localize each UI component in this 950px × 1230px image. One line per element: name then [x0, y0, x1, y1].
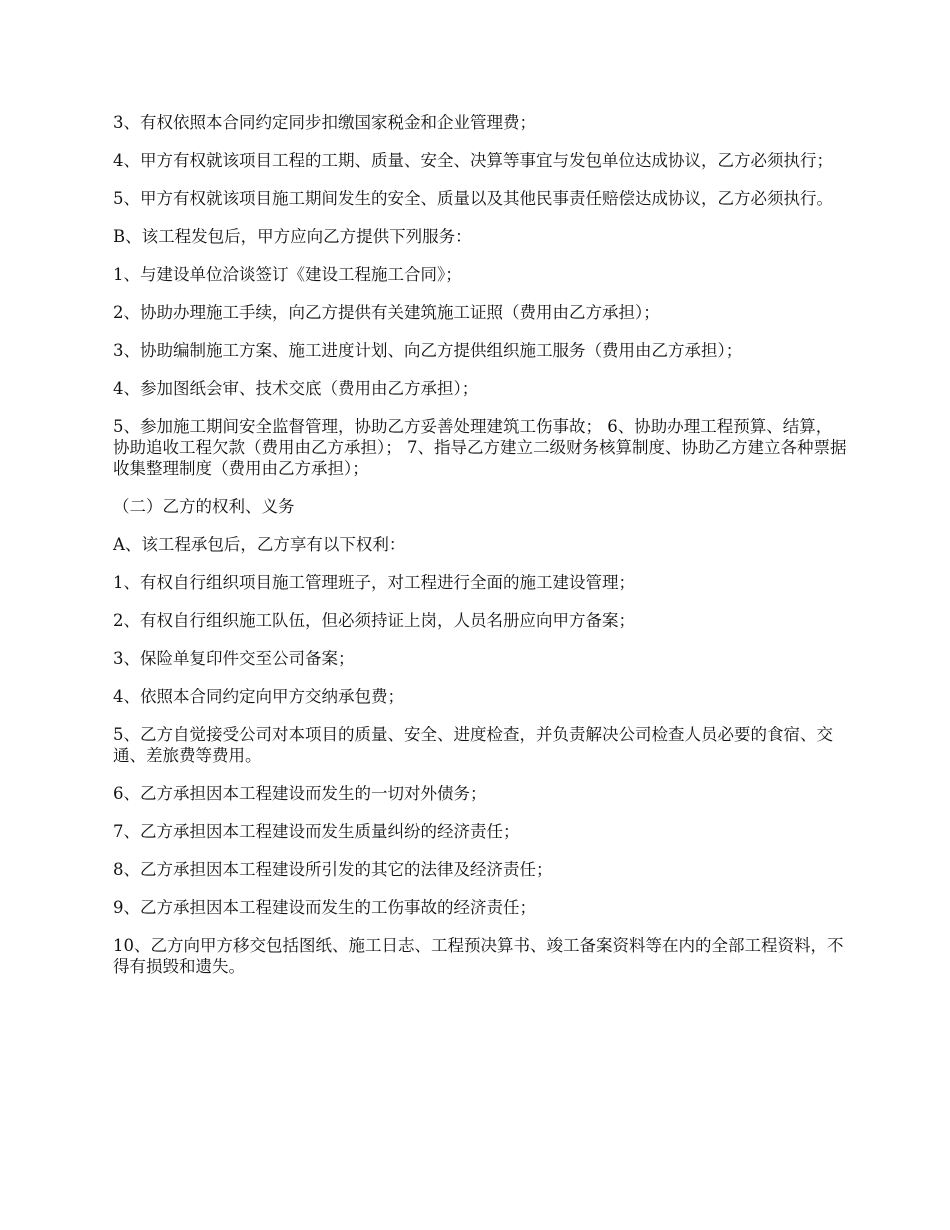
paragraph-party-b-2: 2、有权自行组织施工队伍，但必须持证上岗，人员名册应向甲方备案； [113, 611, 635, 630]
paragraph-b2: 2、协助办理施工手续，向乙方提供有关建筑施工证照（费用由乙方承担）； [113, 303, 660, 322]
paragraph-party-b-1: 1、有权自行组织项目施工管理班子，对工程进行全面的施工建设管理； [113, 573, 635, 592]
paragraph-party-b-10: 10、乙方向甲方移交包括图纸、施工日志、工程预决算书、竣工备案资料等在内的全部工程资料，不得有损毁和遗失。 [113, 936, 844, 976]
paragraph-a3: 3、有权依照本合同约定同步扣缴国家税金和企业管理费； [113, 113, 536, 132]
paragraph-b-heading: B、该工程发包后，甲方应向乙方提供下列服务： [113, 227, 472, 246]
paragraph-a5: 5、甲方有权就该项目施工期间发生的安全、质量以及其他民事责任赔偿达成协议，乙方必须执行。 [113, 189, 833, 208]
paragraph-b3: 3、协助编制施工方案、施工进度计划、向乙方提供组织施工服务（费用由乙方承担）； [113, 341, 743, 360]
paragraph-b5-7: 5、参加施工期间安全监督管理，协助乙方妥善处理建筑工伤事故； 6、协助办理工程预算、结算，协助追收工程欠款（费用由乙方承担）； 7、指导乙方建立二级财务核算制度、协助乙方建立各种票据收集整理制度（费用由乙方承担）； [113, 417, 847, 478]
section-heading-party-b: （二）乙方的权利、义务 [113, 497, 295, 516]
paragraph-a4: 4、甲方有权就该项目工程的工期、质量、安全、决算等事宜与发包单位达成协议，乙方必须执行； [113, 151, 833, 170]
paragraph-b4: 4、参加图纸会审、技术交底（费用由乙方承担）； [113, 379, 479, 398]
paragraph-party-b-3: 3、保险单复印件交至公司备案； [113, 649, 355, 668]
paragraph-party-b-8: 8、乙方承担因本工程建设所引发的其它的法律及经济责任； [113, 860, 553, 879]
paragraph-b1: 1、与建设单位洽谈签订《建设工程施工合同》； [113, 265, 462, 284]
paragraph-party-b-4: 4、依照本合同约定向甲方交纳承包费； [113, 687, 404, 706]
paragraph-party-b-6: 6、乙方承担因本工程建设而发生的一切对外债务； [113, 784, 487, 803]
paragraph-party-b-a-heading: A、该工程承包后，乙方享有以下权利： [113, 535, 406, 554]
paragraph-party-b-7: 7、乙方承担因本工程建设而发生质量纠纷的经济责任； [113, 822, 520, 841]
paragraph-party-b-5: 5、乙方自觉接受公司对本项目的质量、安全、进度检查，并负责解决公司检查人员必要的食宿、交通、差旅费等费用。 [113, 725, 833, 765]
paragraph-party-b-9: 9、乙方承担因本工程建设而发生的工伤事故的经济责任； [113, 898, 536, 917]
document-page [113, 112, 848, 994]
